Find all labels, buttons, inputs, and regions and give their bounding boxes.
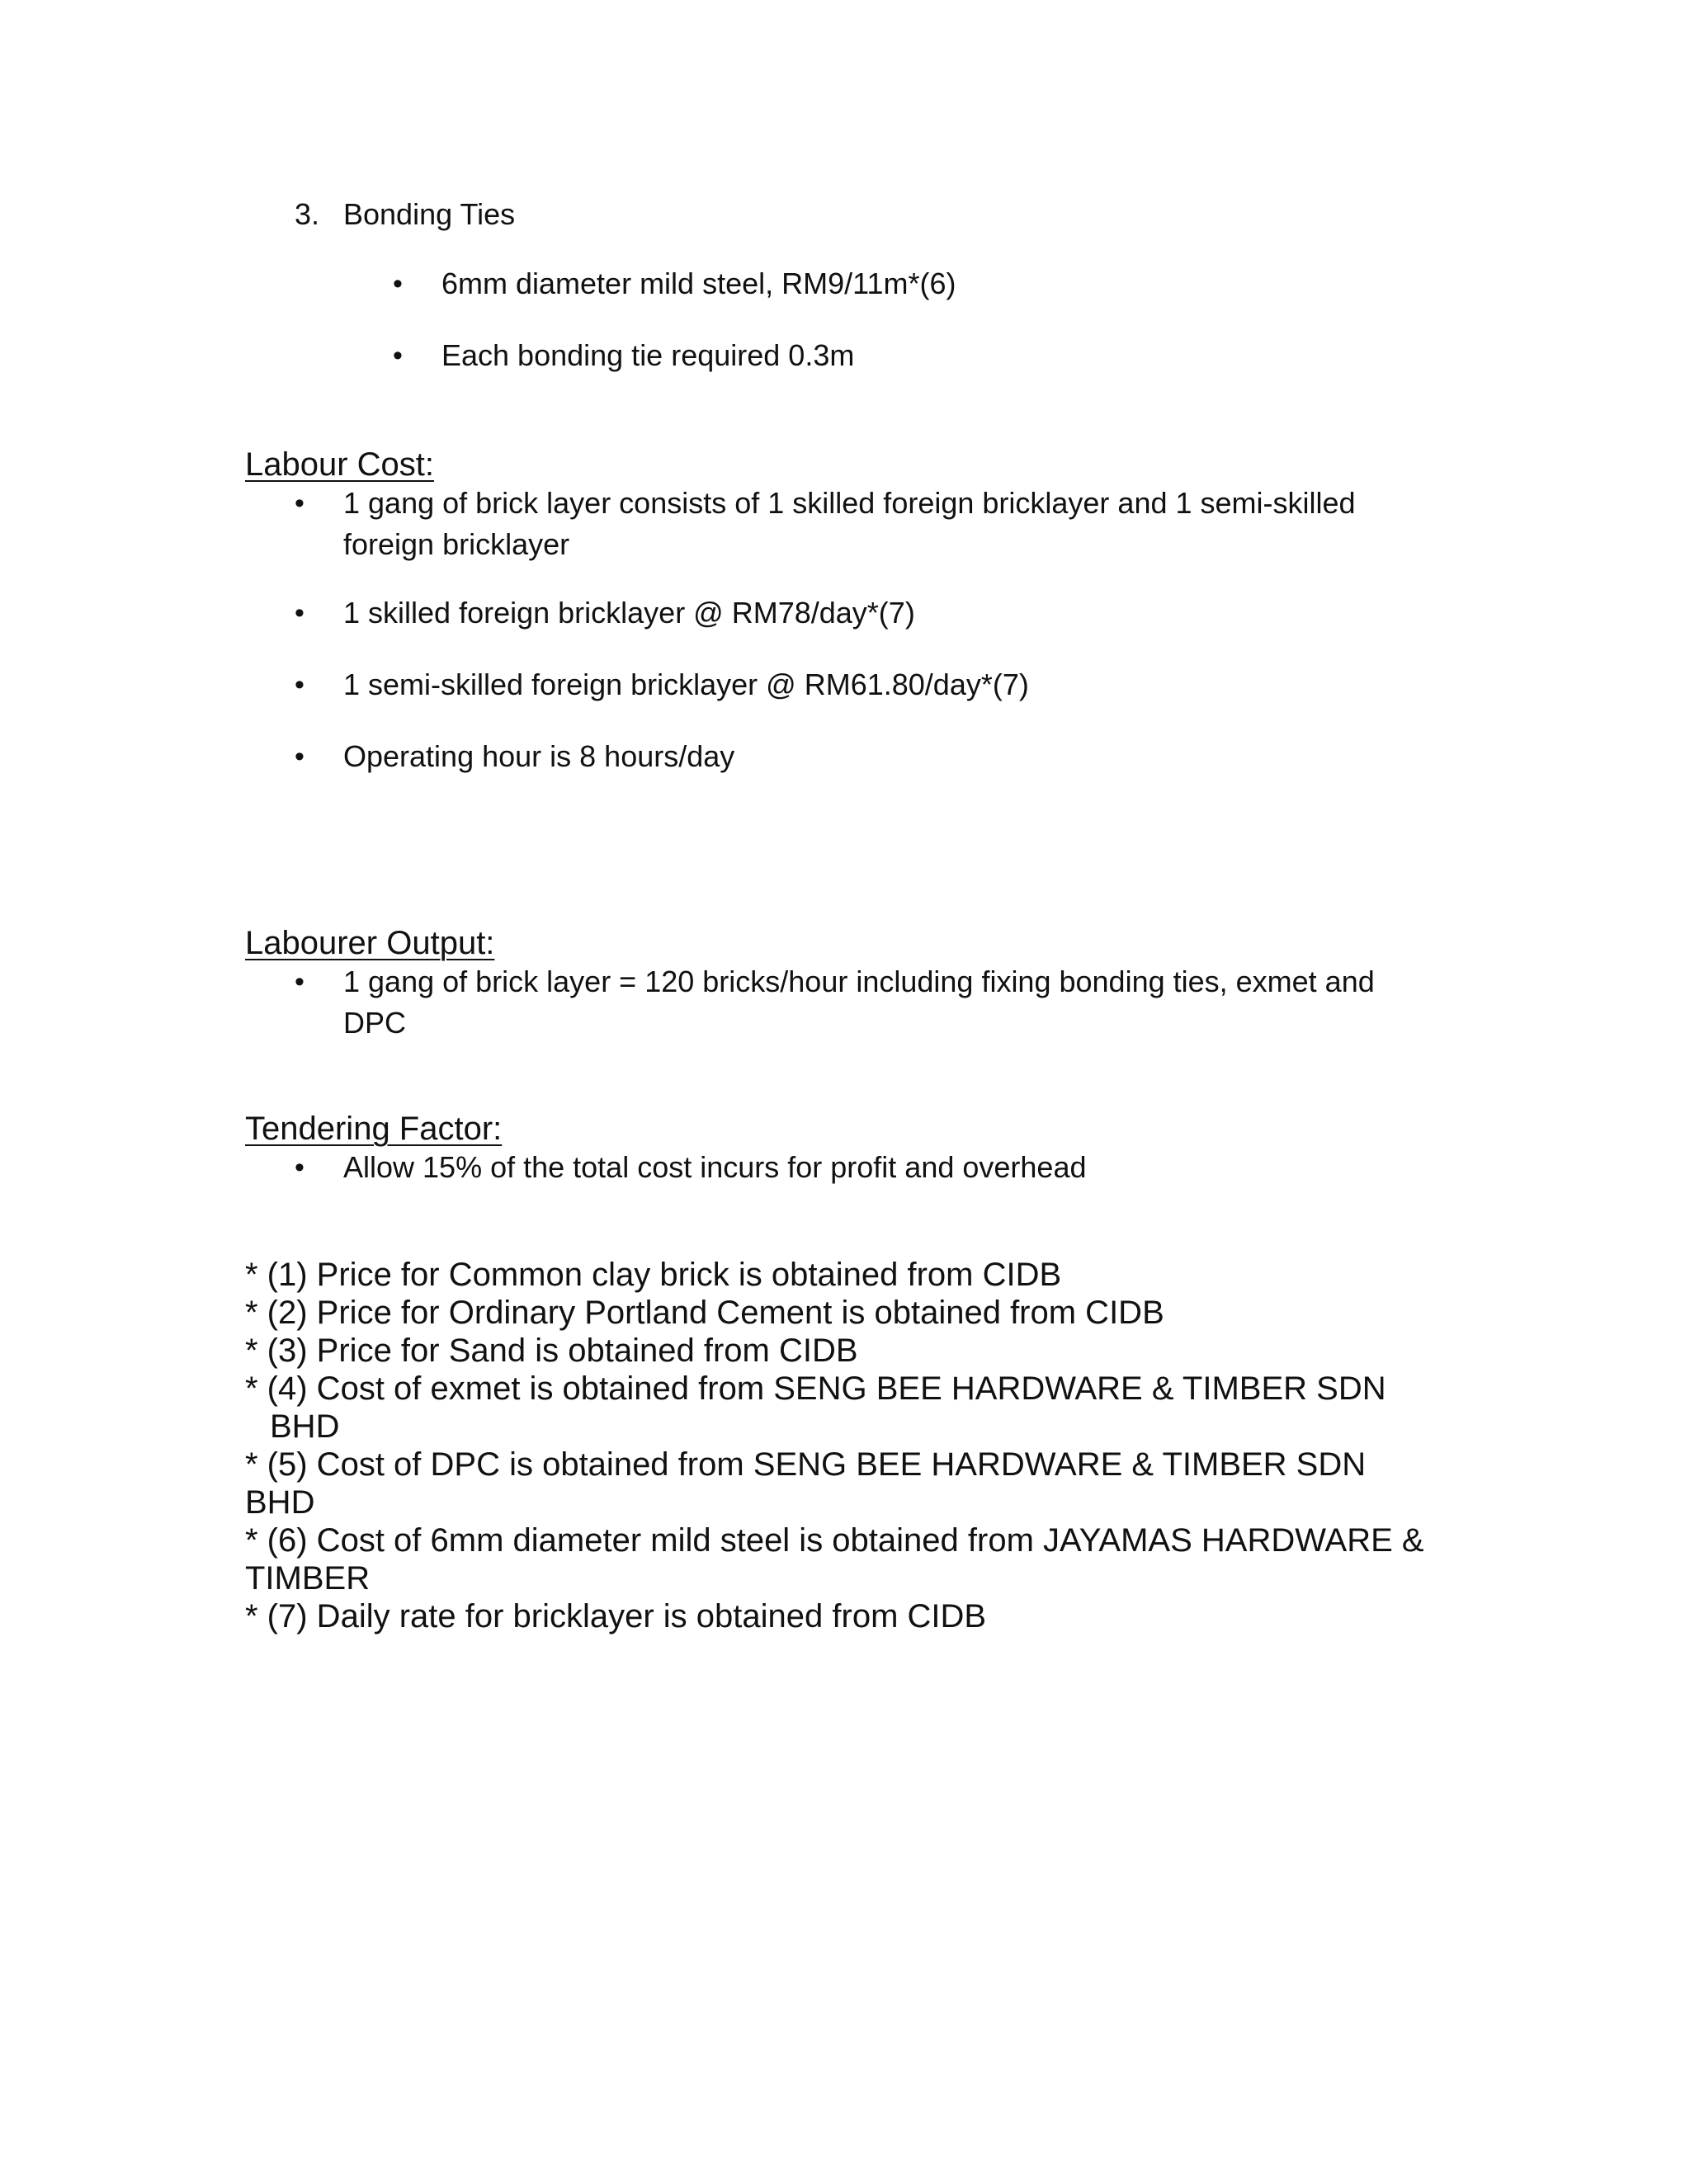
list-item-line: 1 gang of brick layer consists of 1 skilled foreign bricklayer and 1 semi-skilled	[343, 486, 1356, 520]
bullet-icon: •	[393, 268, 403, 300]
footnote: * (5) Cost of DPC is obtained from SENG BEE HARDWARE & TIMBER SDN	[245, 1446, 1367, 1483]
footnote-continuation: TIMBER	[245, 1560, 371, 1597]
section-heading: Labour Cost:	[245, 446, 435, 483]
footnote-continuation: BHD	[270, 1408, 340, 1445]
list-item: Each bonding tie required 0.3m	[441, 338, 855, 372]
list-item-line: 1 gang of brick layer = 120 bricks/hour including fixing bonding ties, exmet and	[343, 965, 1375, 998]
list-item-line: DPC	[343, 1006, 407, 1040]
bullet-icon: •	[295, 669, 304, 700]
bullet-icon: •	[393, 340, 403, 371]
list-item: 1 skilled foreign bricklayer @ RM78/day*(7)	[343, 596, 915, 630]
list-item-line: foreign bricklayer	[343, 527, 570, 561]
section-title: Bonding Ties	[343, 197, 516, 231]
bullet-icon: •	[295, 597, 304, 629]
bullet-icon: •	[295, 741, 304, 772]
footnote: * (1) Price for Common clay brick is obtained from CIDB	[245, 1257, 1062, 1293]
list-item: Allow 15% of the total cost incurs for profit and overhead	[343, 1150, 1087, 1184]
footnote: * (2) Price for Ordinary Portland Cement is obtained from CIDB	[245, 1295, 1164, 1331]
bullet-icon: •	[295, 966, 304, 998]
footnote: * (7) Daily rate for bricklayer is obtained from CIDB	[245, 1598, 987, 1634]
list-number: 3.	[295, 197, 320, 231]
list-item: 1 semi-skilled foreign bricklayer @ RM61.80/day*(7)	[343, 667, 1029, 701]
footnote: * (6) Cost of 6mm diameter mild steel is obtained from JAYAMAS HARDWARE &	[245, 1522, 1424, 1559]
footnote-continuation: BHD	[245, 1484, 315, 1521]
bullet-icon: •	[295, 1152, 304, 1183]
list-item: 6mm diameter mild steel, RM9/11m*(6)	[441, 267, 956, 300]
section-heading: Tendering Factor:	[245, 1111, 503, 1147]
section-heading: Labourer Output:	[245, 925, 495, 961]
list-item: Operating hour is 8 hours/day	[343, 739, 735, 773]
footnote: * (3) Price for Sand is obtained from CIDB	[245, 1333, 858, 1369]
bullet-icon: •	[295, 488, 304, 519]
footnote: * (4) Cost of exmet is obtained from SENG BEE HARDWARE & TIMBER SDN	[245, 1370, 1386, 1407]
